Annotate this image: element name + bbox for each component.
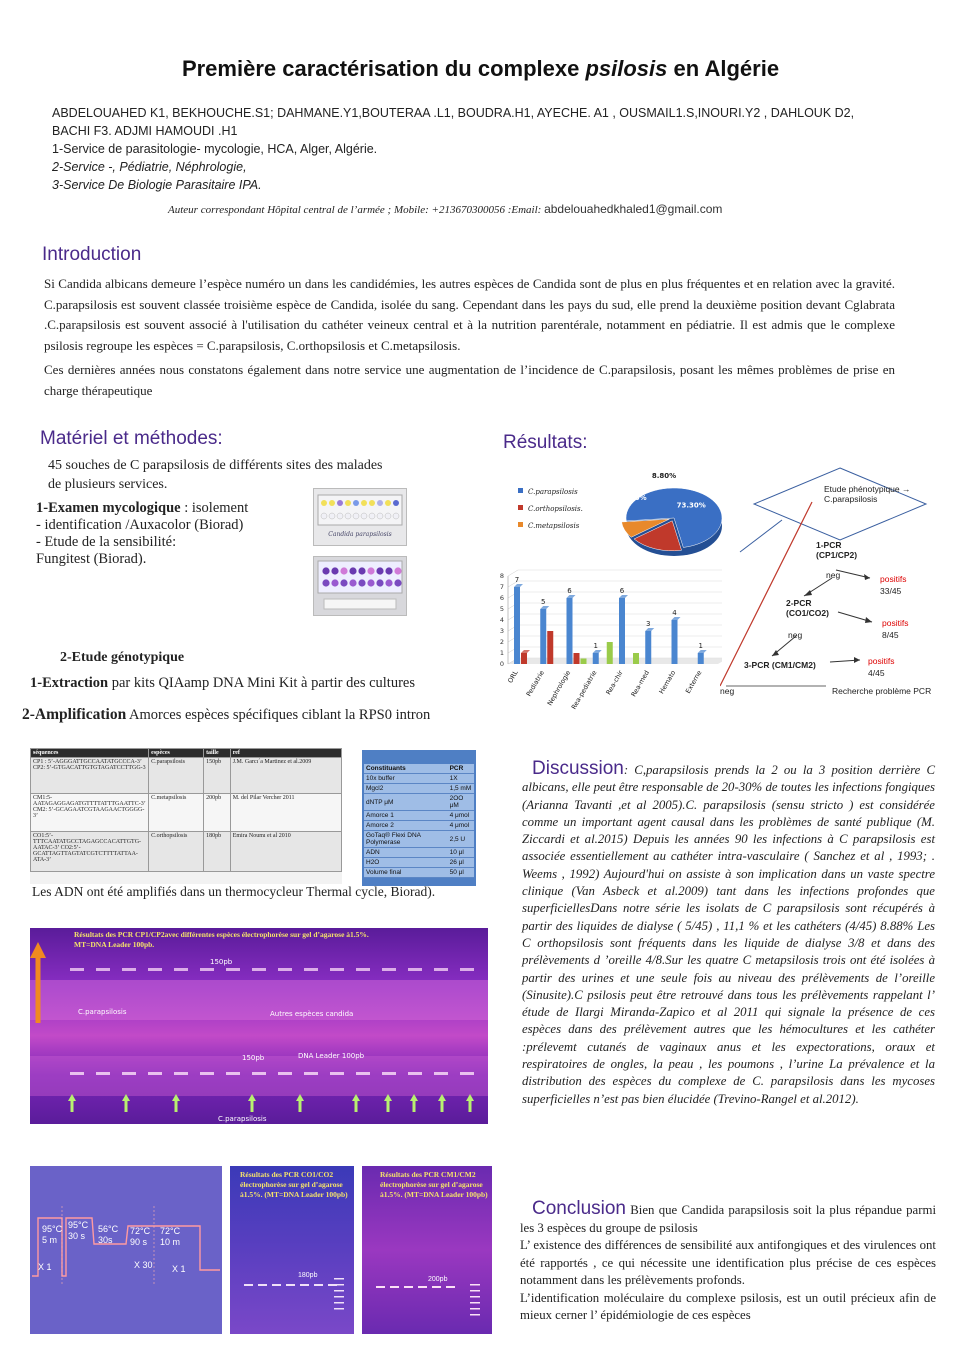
gel-1-label-150a: 150pb (210, 958, 233, 966)
thermal-step-5: 72°C 10 m (160, 1226, 181, 1247)
plate-well (369, 513, 375, 519)
gel-electrophoresis-2 (230, 1166, 354, 1334)
intro-paragraph-2: Ces dernières années nous constatons également dans notre service une augmentation de l’incidence de C.parapsilosis, posant les mêmes problèmes de prise en charge thérapeutique (44, 362, 895, 398)
bar (581, 659, 587, 665)
thermal-step-4: 72°C 90 s (130, 1226, 151, 1247)
gel-band (408, 968, 422, 971)
pcr-constituent: Volume final (364, 868, 448, 878)
plate-well (367, 579, 374, 586)
y-tick-label: 8 (499, 572, 504, 580)
gel-band (174, 968, 188, 971)
bar-data-label: 1 (698, 642, 703, 650)
plate-label: Candida parapsilosis (328, 531, 392, 538)
discussion-block (522, 760, 935, 1108)
exam-line-4: Fungitest (Biorad). (36, 551, 147, 567)
pcr-constituent: dNTP μM (364, 794, 448, 811)
gel-band (408, 1072, 422, 1075)
primer-ref: J.M. Garcı´a Martinez et al.2009 (230, 758, 341, 794)
primer-header-species: espèces (149, 749, 204, 758)
gel-band (96, 968, 110, 971)
gel-band (356, 1072, 370, 1075)
bar-data-label: 5 (541, 598, 546, 606)
primer-size: 180pb (204, 832, 231, 872)
ladder-band (334, 1302, 344, 1304)
fungitest-plate-svg (314, 557, 406, 615)
plate-well (349, 579, 356, 586)
ladder-band (334, 1284, 344, 1286)
gel-band (304, 968, 318, 971)
bar-top (593, 650, 602, 653)
x-tick-label: Rea-med (629, 669, 651, 699)
ladder-band (334, 1308, 344, 1310)
flow-pos-1: positifs (880, 574, 907, 584)
gel-2-caption: Résultats des PCR CO1/CO2 électrophorèse sur gel d’agarose à1.5%. (MT=DNA Leader 100pb) (240, 1170, 348, 1199)
ladder-band (470, 1284, 480, 1286)
gel-band (376, 1286, 385, 1288)
pcr-constituent: H2O (364, 858, 448, 868)
gel-band (96, 1072, 110, 1075)
flow-pos-2: positifs (882, 618, 909, 628)
gel-electrophoresis-3 (362, 1166, 492, 1334)
auxacolor-plate-svg (314, 489, 406, 545)
plate-well (358, 567, 365, 574)
bar-data-label: 7 (514, 576, 520, 584)
intro-paragraph-1: Si Candida albicans demeure l’espèce numéro un dans les candidémies, les autres espèces de Candida sont de plus en plus fréquentes et en relation avec la gravité. C.parapsilosis est souvent classée troisième espèce de Candida, isolée du sang. Cependant dans les pays du sud, elle prend la deuxième position devant Cglabrata .C.parapsilosis est souvent associé à l'utilisation du cathéter veineux central et à la nutrition parentérale, notamment en pédiatrie. Il est admis que le complexe psilosis regroupe les espèces = C.parapsilosis, C.orthopsilosis et C.metapsilosis. (44, 276, 895, 353)
pie-legend-swatch (518, 488, 523, 493)
genotypic-heading: 2-Etude génotypique (60, 650, 185, 665)
conclusion-block (520, 1200, 936, 1325)
gel-band (174, 1072, 188, 1075)
gel-band (258, 1284, 267, 1286)
table-row (364, 774, 474, 784)
gel-1-label-150b: 150pb (242, 1054, 265, 1062)
gel-band (314, 1284, 323, 1286)
y-tick-label: 2 (499, 638, 504, 646)
primer-species: C.parapsilosis (149, 758, 204, 794)
methods-exam-block (36, 500, 306, 568)
pcr-constituent: Amorce 2 (364, 821, 448, 831)
plate-well (329, 500, 335, 506)
pcr-amount: 2,5 U (448, 831, 474, 848)
table-row (364, 794, 474, 811)
flow-diamond-label: Etude phénotypique → C.parapsilosis (824, 484, 911, 504)
plate-well (385, 513, 391, 519)
conclusion-p2: L’ existence des différences de sensibilité aux antifongiques et des virulences ont été rapportés , ce qui nécessite une identification plus précise de ces espèces notamment dans les prélèvements profonds. (520, 1238, 936, 1287)
plate-well (385, 579, 392, 586)
ladder-band (470, 1290, 480, 1292)
y-tick-label: 3 (499, 627, 504, 635)
plate-well (377, 513, 383, 519)
pcr-amount: 4 μmol (448, 811, 474, 821)
exam-line-3: - Etude de la sensibilité: (36, 534, 177, 550)
flow-pcr-2: 2-PCR (CO1/CO2) (786, 598, 829, 618)
author-line-2: BACHI F3. ADJMI HAMOUDI .H1 (52, 124, 238, 138)
plate-well (345, 500, 351, 506)
x-tick-label: Nephrologie (545, 669, 573, 708)
conclusion-p1: Bien que Candida parapsilosis soit la plus répandue parmi les 3 espèces du groupe de psilosis (520, 1203, 936, 1235)
y-tick-label: 5 (499, 605, 504, 613)
gel-band (446, 1286, 455, 1288)
bar-data-label: 6 (567, 587, 572, 595)
pie-legend-swatch (518, 522, 523, 527)
contact-email[interactable]: abdelouahedkhaled1@gmail.com (544, 202, 723, 216)
pcr-constituent: Amorce 1 (364, 811, 448, 821)
plate-well (331, 579, 338, 586)
table-row (364, 811, 474, 821)
plate-well (337, 513, 343, 519)
gel-1-svg (30, 928, 488, 1124)
flow-pcr-3: 3-PCR (CM1/CM2) (744, 660, 816, 670)
x-tick-label: Externe (683, 669, 704, 695)
pcr-constituent: Mgcl2 (364, 784, 448, 794)
primer-table-grid (30, 748, 342, 872)
results-heading: Résultats: (503, 432, 588, 453)
plate-well (377, 500, 383, 506)
y-tick-label: 7 (499, 583, 504, 591)
affiliation-2: 2-Service -, Pédiatrie, Néphrologie, (52, 160, 247, 174)
gel-band (432, 1286, 441, 1288)
bar-top (540, 606, 549, 609)
bar (607, 642, 613, 664)
conclusion-heading: Conclusion (532, 1198, 626, 1219)
primer-seq: CO1:5’-TTTCAATATGCCTAGAGCCACATTGTG-AATAC-3’ CO2:5’-GCATTAGTTAGTATCGTCTTTTATTAA-ATA-3’ (31, 832, 149, 872)
extraction-line: 1-Extraction par kits QIAamp DNA Mini Kit à partir des cultures (30, 675, 415, 691)
gel-band (148, 968, 162, 971)
flow-neg-1: neg (826, 570, 841, 580)
gel-band (252, 1072, 266, 1075)
ladder-band (470, 1308, 480, 1310)
author-block (52, 104, 892, 194)
bar-floor (508, 658, 722, 664)
bar (698, 653, 704, 664)
plate-well (376, 567, 383, 574)
flow-pos-3: positifs (868, 656, 895, 666)
pie-legend-swatch (518, 505, 523, 510)
bar-chart-svg (484, 568, 722, 718)
discussion-heading: Discussion (532, 758, 624, 779)
plate-well (393, 500, 399, 506)
primer-seq: CM1:5-AATAGAGGAGATGTTTTATTTGAATTC-3’ CM2: 5’-GCAGAATCGTAAGAACTGGGG-3’ (31, 794, 149, 832)
ladder-band (334, 1296, 344, 1298)
flow-recherche: Recherche problème PCR (832, 686, 932, 696)
bar (567, 598, 573, 664)
bar-data-label: 6 (619, 587, 625, 595)
primer-species: C.metapsilosis (149, 794, 204, 832)
pcr-header-constituent: Constituants (364, 764, 448, 774)
bar (645, 631, 651, 664)
thermal-step-3: 56°C 30s (98, 1224, 119, 1245)
plate-well (345, 513, 351, 519)
bar (593, 653, 599, 664)
pcr-mix-table (362, 750, 476, 886)
primer-ref: M. del Pilar Vercher 2011 (230, 794, 341, 832)
primer-size: 200pb (204, 794, 231, 832)
gel-band (70, 968, 84, 971)
gel-band (200, 968, 214, 971)
table-row (364, 764, 474, 774)
x-tick-label: Rea-chir (604, 669, 625, 697)
bar (540, 609, 546, 664)
flow-neg-2: neg (788, 630, 803, 640)
plate-well (340, 567, 347, 574)
gel-band (226, 968, 240, 971)
flow-pcr-1: 1-PCR (CP1/CP2) (816, 540, 858, 560)
gel-band (278, 968, 292, 971)
species-pie-chart (514, 466, 732, 572)
thermal-x1-a: X 1 (38, 1262, 52, 1272)
plate-well (340, 579, 347, 586)
thermocycler-line: Les ADN ont été amplifiés dans un thermocycleur Thermal cycle, Biorad). (32, 884, 436, 899)
gel-1-label-bottom: C.parapsilosis (218, 1115, 267, 1123)
thermal-x30: X 30 (134, 1260, 153, 1270)
methods-strains: 45 souches de C parapsilosis de différents sites des malades de plusieurs services. (48, 458, 383, 492)
plate-well (385, 567, 392, 574)
gel-2-svg (230, 1166, 354, 1334)
gel-band (272, 1284, 281, 1286)
fungitest-plate-photo (313, 556, 407, 616)
gel-band (418, 1286, 427, 1288)
pcr-amount: 26 μl (448, 858, 474, 868)
service-bar-chart (484, 568, 722, 718)
bar-top (645, 628, 654, 631)
discussion-text: : C,parapsilosis prends la 2 ou la 3 position derrière C albicans, elle peut être responsable de 20-30% de toutes les infections fongiques (Arianna Tavanti ,et al 2005).C. parapsilosis (sensu stricto ) est considérée comme un important agent causal dans les problèmes de santé publique (M. Ziccardi et al.2015) Depuis les années 90 les infections à C parapsilosis est associée essentiellement au cathéter intra-vasculaire ( Sanchez et al , 1993; . Weems , 1992) Aujourd'hui on assiste à son implication dans un vaste spectre clinique (Van Asbeck et al.2009) tant dans les infections profondes que superficiellesDans notre série les isolats de C parapsilosis sont récupérés à partir des liquides de dialyse ( 5/45) , 11,1 % et les cathéters (4/45) 8.88% Les C orthopsilosis sont fréquents dans les liquide de dialyse 3/8 et dans des prélèvements d ’oreille 4/8.Sur les quatre C metapsilosis trois ont été isolées à partir des urines et une seule fois au niveau des prélèvements de l’oreille (Sinusite).C psilosis peut être retrouvé dans tous les prélèvements rappelant l’ étude de Ilargi Miranda-Zapico et al 2011 qui signale la présence de ces espèces dans des prélèvement autres que les hémocultures et les cathéter :prélevemt cutanés de vaginaux anus et les expectorations, oraux et respiratoires de ongles, la peau , les poumons , l’urine La prévalence et la distribution des espèces du complexe de C. parapsilosis dans les mycoses superficielles n’est pas bien élucidée (Trevino-Rangel et al.2012). (522, 763, 935, 1106)
y-tick-label: 4 (499, 616, 504, 624)
plate-well (331, 567, 338, 574)
pie-data-label: 17.70% (617, 494, 647, 502)
plate-well (353, 513, 359, 519)
flow-pos-1-count: 33/45 (880, 586, 902, 596)
primer-header-size: taille (204, 749, 231, 758)
pie-legend-label: C.orthopsilosis. (528, 505, 583, 513)
bar (514, 587, 520, 664)
gel-electrophoresis-1 (30, 928, 488, 1124)
introduction-text (44, 274, 895, 401)
gel-band (404, 1286, 413, 1288)
ladder-band (470, 1302, 480, 1304)
gel-band (460, 1072, 474, 1075)
pcr-constituent: ADN (364, 848, 448, 858)
gel-band (70, 1072, 84, 1075)
exam-line-1: : isolement (180, 500, 249, 516)
contact-line: Auteur correspondant Hôpital central de l’armée ; Mobile: +213670300056 :Email: abdelouahedkhaled1@gmail.com (168, 202, 723, 216)
plate-well (385, 500, 391, 506)
bar-top (521, 650, 530, 653)
pcr-constituent: GoTaq® Flexi DNA Polymerase (364, 831, 448, 848)
x-tick-label: ORL (506, 669, 520, 685)
gel-band (286, 1284, 295, 1286)
flow-neg-3: neg (720, 686, 735, 696)
bar-top (619, 595, 628, 598)
amplification-line: 2-Amplification Amorces espèces spécifiques ciblant la RPS0 intron (22, 706, 431, 723)
gel-1-label-autres: Autres espèces candida (270, 1010, 354, 1018)
gel-band (244, 1284, 253, 1286)
pcr-mix-grid (364, 764, 474, 878)
ladder-band (334, 1290, 344, 1292)
gel-band (382, 968, 396, 971)
bar (521, 653, 527, 664)
pcr-constituent: 10x buffer (364, 774, 448, 784)
primer-header-ref: ref (230, 749, 341, 758)
plate-well (358, 579, 365, 586)
plate-well (321, 513, 327, 519)
gel-1-label-ladder: DNA Leader 100pb (298, 1052, 365, 1060)
flow-pos-2-count: 8/45 (882, 630, 899, 640)
pie-legend-label: C.metapsilosis (528, 522, 580, 530)
pie-legend-label: C.parapsilosis (528, 488, 578, 496)
plate-well (367, 567, 374, 574)
table-row (31, 758, 342, 794)
exam-title: 1-Examen mycologique (36, 500, 181, 516)
gel-band (252, 968, 266, 971)
primer-table (30, 748, 342, 884)
gel-2-band-label: 180pb (298, 1272, 318, 1279)
bar-top (698, 650, 707, 653)
thermal-x1-b: X 1 (172, 1264, 186, 1274)
gel-3-band-label: 200pb (428, 1276, 448, 1283)
thermal-cycler-profile (30, 1166, 222, 1334)
ladder-band (334, 1278, 344, 1280)
table-row (364, 848, 474, 858)
plate-well (376, 579, 383, 586)
gel-band (300, 1284, 309, 1286)
gel-band (122, 968, 136, 971)
gel-1-label-cpara: C.parapsilosis (78, 1008, 127, 1016)
pcr-header-pcr: PCR (448, 764, 474, 774)
gel-band (226, 1072, 240, 1075)
introduction-heading: Introduction (42, 244, 142, 265)
pie-data-label: 8.80% (651, 472, 677, 480)
bar (633, 653, 639, 664)
bar-top (514, 584, 523, 587)
gel-band (330, 968, 344, 971)
table-row (31, 794, 342, 832)
plate-well (394, 567, 401, 574)
gel-band (434, 1072, 448, 1075)
plate-well (321, 500, 327, 506)
bar-top (567, 595, 576, 598)
primer-header-seq: séquences (31, 749, 149, 758)
bar-data-label: 4 (672, 609, 677, 617)
table-row (364, 821, 474, 831)
gel-1-caption: Résultats des PCR CP1/CP2avec différentes espèces électrophorèse sur gel d’agarose à1.5%. MT=DNA Leader 100pb. (74, 930, 369, 949)
thermal-step-1: 95°C 5 m (42, 1224, 63, 1245)
table-row (364, 831, 474, 848)
plate-well (361, 513, 367, 519)
bar (672, 620, 678, 664)
bar (547, 631, 553, 664)
conclusion-p3: L’identification moléculaire du complexe psilosis, est un outil précieux afin de mieux cerner l’ épidémiologie de ces espèces (520, 1290, 936, 1322)
plate-well (337, 500, 343, 506)
gel-band (330, 1072, 344, 1075)
bar (574, 653, 580, 664)
primer-ref: Emira Noumı et al 2010 (230, 832, 341, 872)
poster-title: Première caractérisation du complexe psilosis en Algérie (181, 56, 780, 81)
gel-band (304, 1072, 318, 1075)
primer-seq: CP1 : 5’-AGGGATTGCCAATATGCCCA-3’ CP2: 5’-GTGACATTGTGTAGATCCTTGG-3 (31, 758, 149, 794)
gel-band (200, 1072, 214, 1075)
plate-well (353, 500, 359, 506)
plate-well (361, 500, 367, 506)
plate-well (349, 567, 356, 574)
plate-well (329, 513, 335, 519)
pcr-amount: 2OO μM (448, 794, 474, 811)
plate-well (322, 579, 329, 586)
gel-band (122, 1072, 136, 1075)
affiliation-3: 3-Service De Biologie Parasitaire IPA. (52, 178, 262, 192)
ladder-band (470, 1296, 480, 1298)
x-tick-label: Hemato (657, 669, 678, 696)
bar (619, 598, 625, 664)
x-tick-label: Rea-pediatrie (569, 669, 599, 711)
gel-band (148, 1072, 162, 1075)
y-tick-label: 6 (499, 594, 504, 602)
gel-3-caption: Résultats des PCR CM1/CM2 électrophorèse sur gel d’agarose à1.5%. (MT=DNA Leader 100pb) (380, 1170, 488, 1199)
primer-species: C.orthopsilosis (149, 832, 204, 872)
flow-pos-3-count: 4/45 (868, 668, 885, 678)
auxacolor-plate-photo (313, 488, 407, 546)
x-tick-label: Pediatrie (524, 669, 546, 698)
table-row (364, 858, 474, 868)
pcr-amount: 10 μl (448, 848, 474, 858)
pcr-amount: 50 μl (448, 868, 474, 878)
identification-flowchart (720, 464, 956, 704)
pie-data-label: 73.30% (676, 501, 706, 510)
table-row (364, 784, 474, 794)
pcr-amount: 4 μmol (448, 821, 474, 831)
author-line-1: ABDELOUAHED K1, BEKHOUCHE.S1; DAHMANE.Y1,BOUTERAA .L1, BOUDRA.H1, AYECHE. A1 , OUSMAIL1.S,INOURI.Y2 , DAHLOUK D2, (52, 106, 855, 120)
table-row (364, 868, 474, 878)
plate-well (369, 500, 375, 506)
exam-line-2: - identification /Auxacolor (Biorad) (36, 517, 244, 533)
gel-band (382, 1072, 396, 1075)
bar-data-label: 3 (646, 620, 651, 628)
table-row (31, 832, 342, 872)
y-tick-label: 1 (499, 649, 504, 657)
gel-band (356, 968, 370, 971)
pie-chart-svg (514, 466, 732, 572)
plate-well (394, 579, 401, 586)
gel-band (278, 1072, 292, 1075)
gel-band (434, 968, 448, 971)
gel-band (390, 1286, 399, 1288)
pcr-amount: 1,5 mM (448, 784, 474, 794)
pcr-amount: 1X (448, 774, 474, 784)
primer-size: 150pb (204, 758, 231, 794)
gel-3-svg (362, 1166, 492, 1334)
bar-top (672, 617, 681, 620)
bar-data-label: 1 (593, 642, 598, 650)
ladder-band (470, 1314, 480, 1316)
gel-band (460, 968, 474, 971)
plate-well (393, 513, 399, 519)
plate-well (322, 567, 329, 574)
affiliation-1: 1-Service de parasitologie- mycologie, HCA, Alger, Algérie. (52, 142, 378, 156)
thermal-step-2: 95°C 30 s (68, 1220, 89, 1241)
thermal-profile-svg (30, 1166, 222, 1334)
y-tick-label: 0 (499, 660, 504, 668)
methods-heading: Matériel et méthodes: (40, 428, 223, 449)
